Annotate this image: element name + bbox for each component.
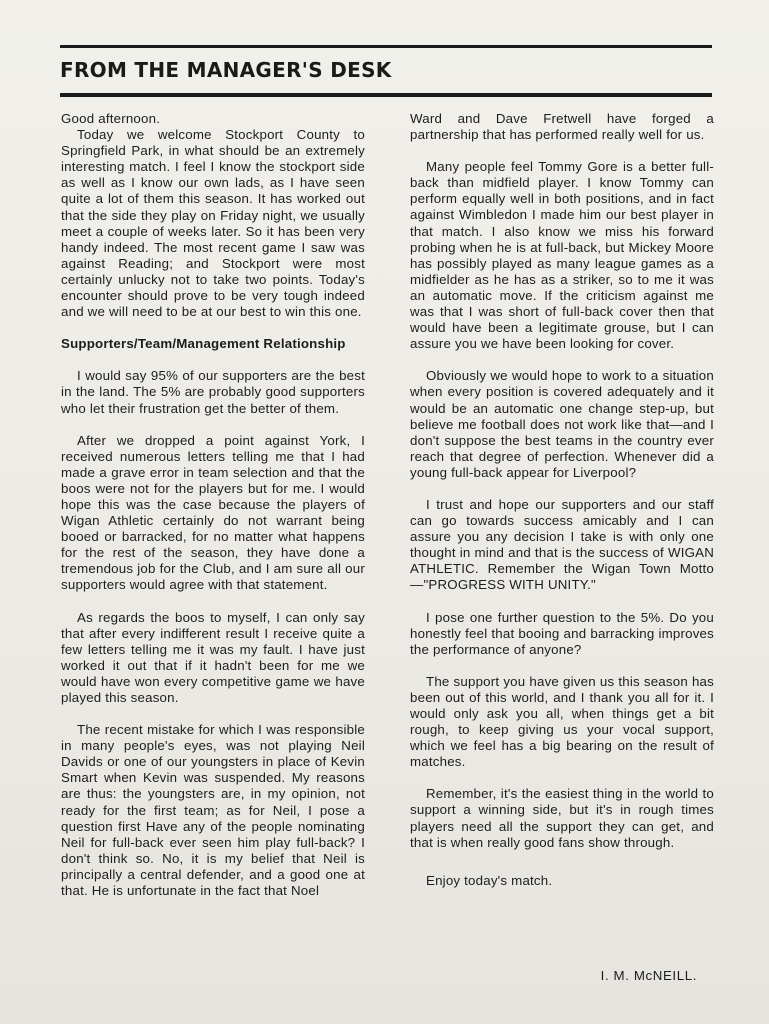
paragraph-question: I pose one further question to the 5%. Do you honestly feel that booing and barracking improves the performance of anyone? xyxy=(410,609,714,657)
paragraph-winning-side: Remember, it's the easiest thing in the world to support a winning side, but it's in rough times players need all the support they can get, and that is when really good fans show through. xyxy=(410,786,714,850)
header-top-rule xyxy=(60,45,712,48)
left-column xyxy=(61,111,365,899)
paragraph-unity: I trust and hope our supporters and our staff can go towards success amicably and I can assure you any decision I take is with only one thought in mind and that is the success of WIGAN ATHLETIC. Remember the Wigan Town Motto—"PROGRESS WITH UNITY." xyxy=(410,496,714,593)
paragraph-welcome: Today we welcome Stockport County to Springfield Park, in what should be an extremely interesting match. I feel I know the stockport side as well as I know our own lads, as I have seen quite a lot of them this season. It has worked out that the side they play on Friday night, we usually meet a couple of weeks later. So it has been very handy indeed. The most recent game I saw was against Reading; and Stockport were most certainly unlucky not to take two points. Today's encounter should prove to be very tough indeed and we will need to be at our best to win this one. xyxy=(61,127,365,320)
paragraph-partnership: Ward and Dave Fretwell have forged a partnership that has performed really well for us. xyxy=(410,111,714,143)
greeting: Good afternoon. xyxy=(61,111,161,126)
paragraph-boos: As regards the boos to myself, I can only say that after every indifferent result I receive quite a few letters telling me it was my fault. I have just worked it out that if it hadn't been for me we would have won every competitive game we have played this season. xyxy=(61,609,365,705)
paragraph-cover: Obviously we would hope to work to a situation when every position is covered adequately and it would be an automatic one change step-up, but believe me football does not work like that—and I don't suppose the best teams in the country ever reach that degree of perfection. Whenever did a young full-back appear for Liverpool? xyxy=(410,368,714,480)
signature: I. M. McNEILL. xyxy=(600,968,697,983)
page-title: FROM THE MANAGER'S DESK xyxy=(60,58,392,82)
section-subheading: Supporters/Team/Management Relationship xyxy=(61,336,346,352)
paragraph-supporters: I would say 95% of our supporters are the best in the land. The 5% are probably good supporters who let their frustration get the better of them. xyxy=(61,368,365,416)
closing-line: Enjoy today's match. xyxy=(426,872,553,888)
right-column xyxy=(410,111,714,889)
paragraph-mistake: The recent mistake for which I was responsible in many people's eyes, was not playing Neil Davids or one of our youngsters in place of Kevin Smart when Kevin was suspended. My reasons are thus: the youngsters are, in my opinion, not ready for the first team; as for Neil, I pose a question first Have any of the people nominating Neil for full-back ever seen him play full-back? I don't think so. No, it is my belief that Neil is principally a central defender, and a good one at that. He is unfortunate in the fact that Noel xyxy=(61,722,365,899)
paragraph-tommy-gore: Many people feel Tommy Gore is a better full-back than midfield player. I know Tommy can perform equally well in both positions, and in fact against Wimbledon I made him our best player in that match. I also know we miss his forward probing when he is at full-back, but Mickey Moore has possibly played as many league games as a midfielder as he has as a striker, so to me it was an automatic move. If the criticism against me was that I was short of full-back cover then that would have been a legitimate grouse, but I can assure you we have been looking for cover. xyxy=(410,159,714,352)
paragraph-york: After we dropped a point against York, I received numerous letters telling me that I had made a grave error in team selection and that the boos were not for the players but for me. I would hope this was the case because the players of Wigan Athletic certainly do not warrant being booed or barracked, for no matter what happens for the rest of the season, they have done a tremendous job for the Club, and I am sure all our supporters would agree with that statement. xyxy=(61,432,365,593)
header-bottom-rule xyxy=(60,93,712,97)
paragraph-support: The support you have given us this season has been out of this world, and I thank you all for it. I would only ask you all, when things get a bit rough, to keep giving us your vocal support, which we feel has a big bearing on the result of matches. xyxy=(410,673,714,770)
